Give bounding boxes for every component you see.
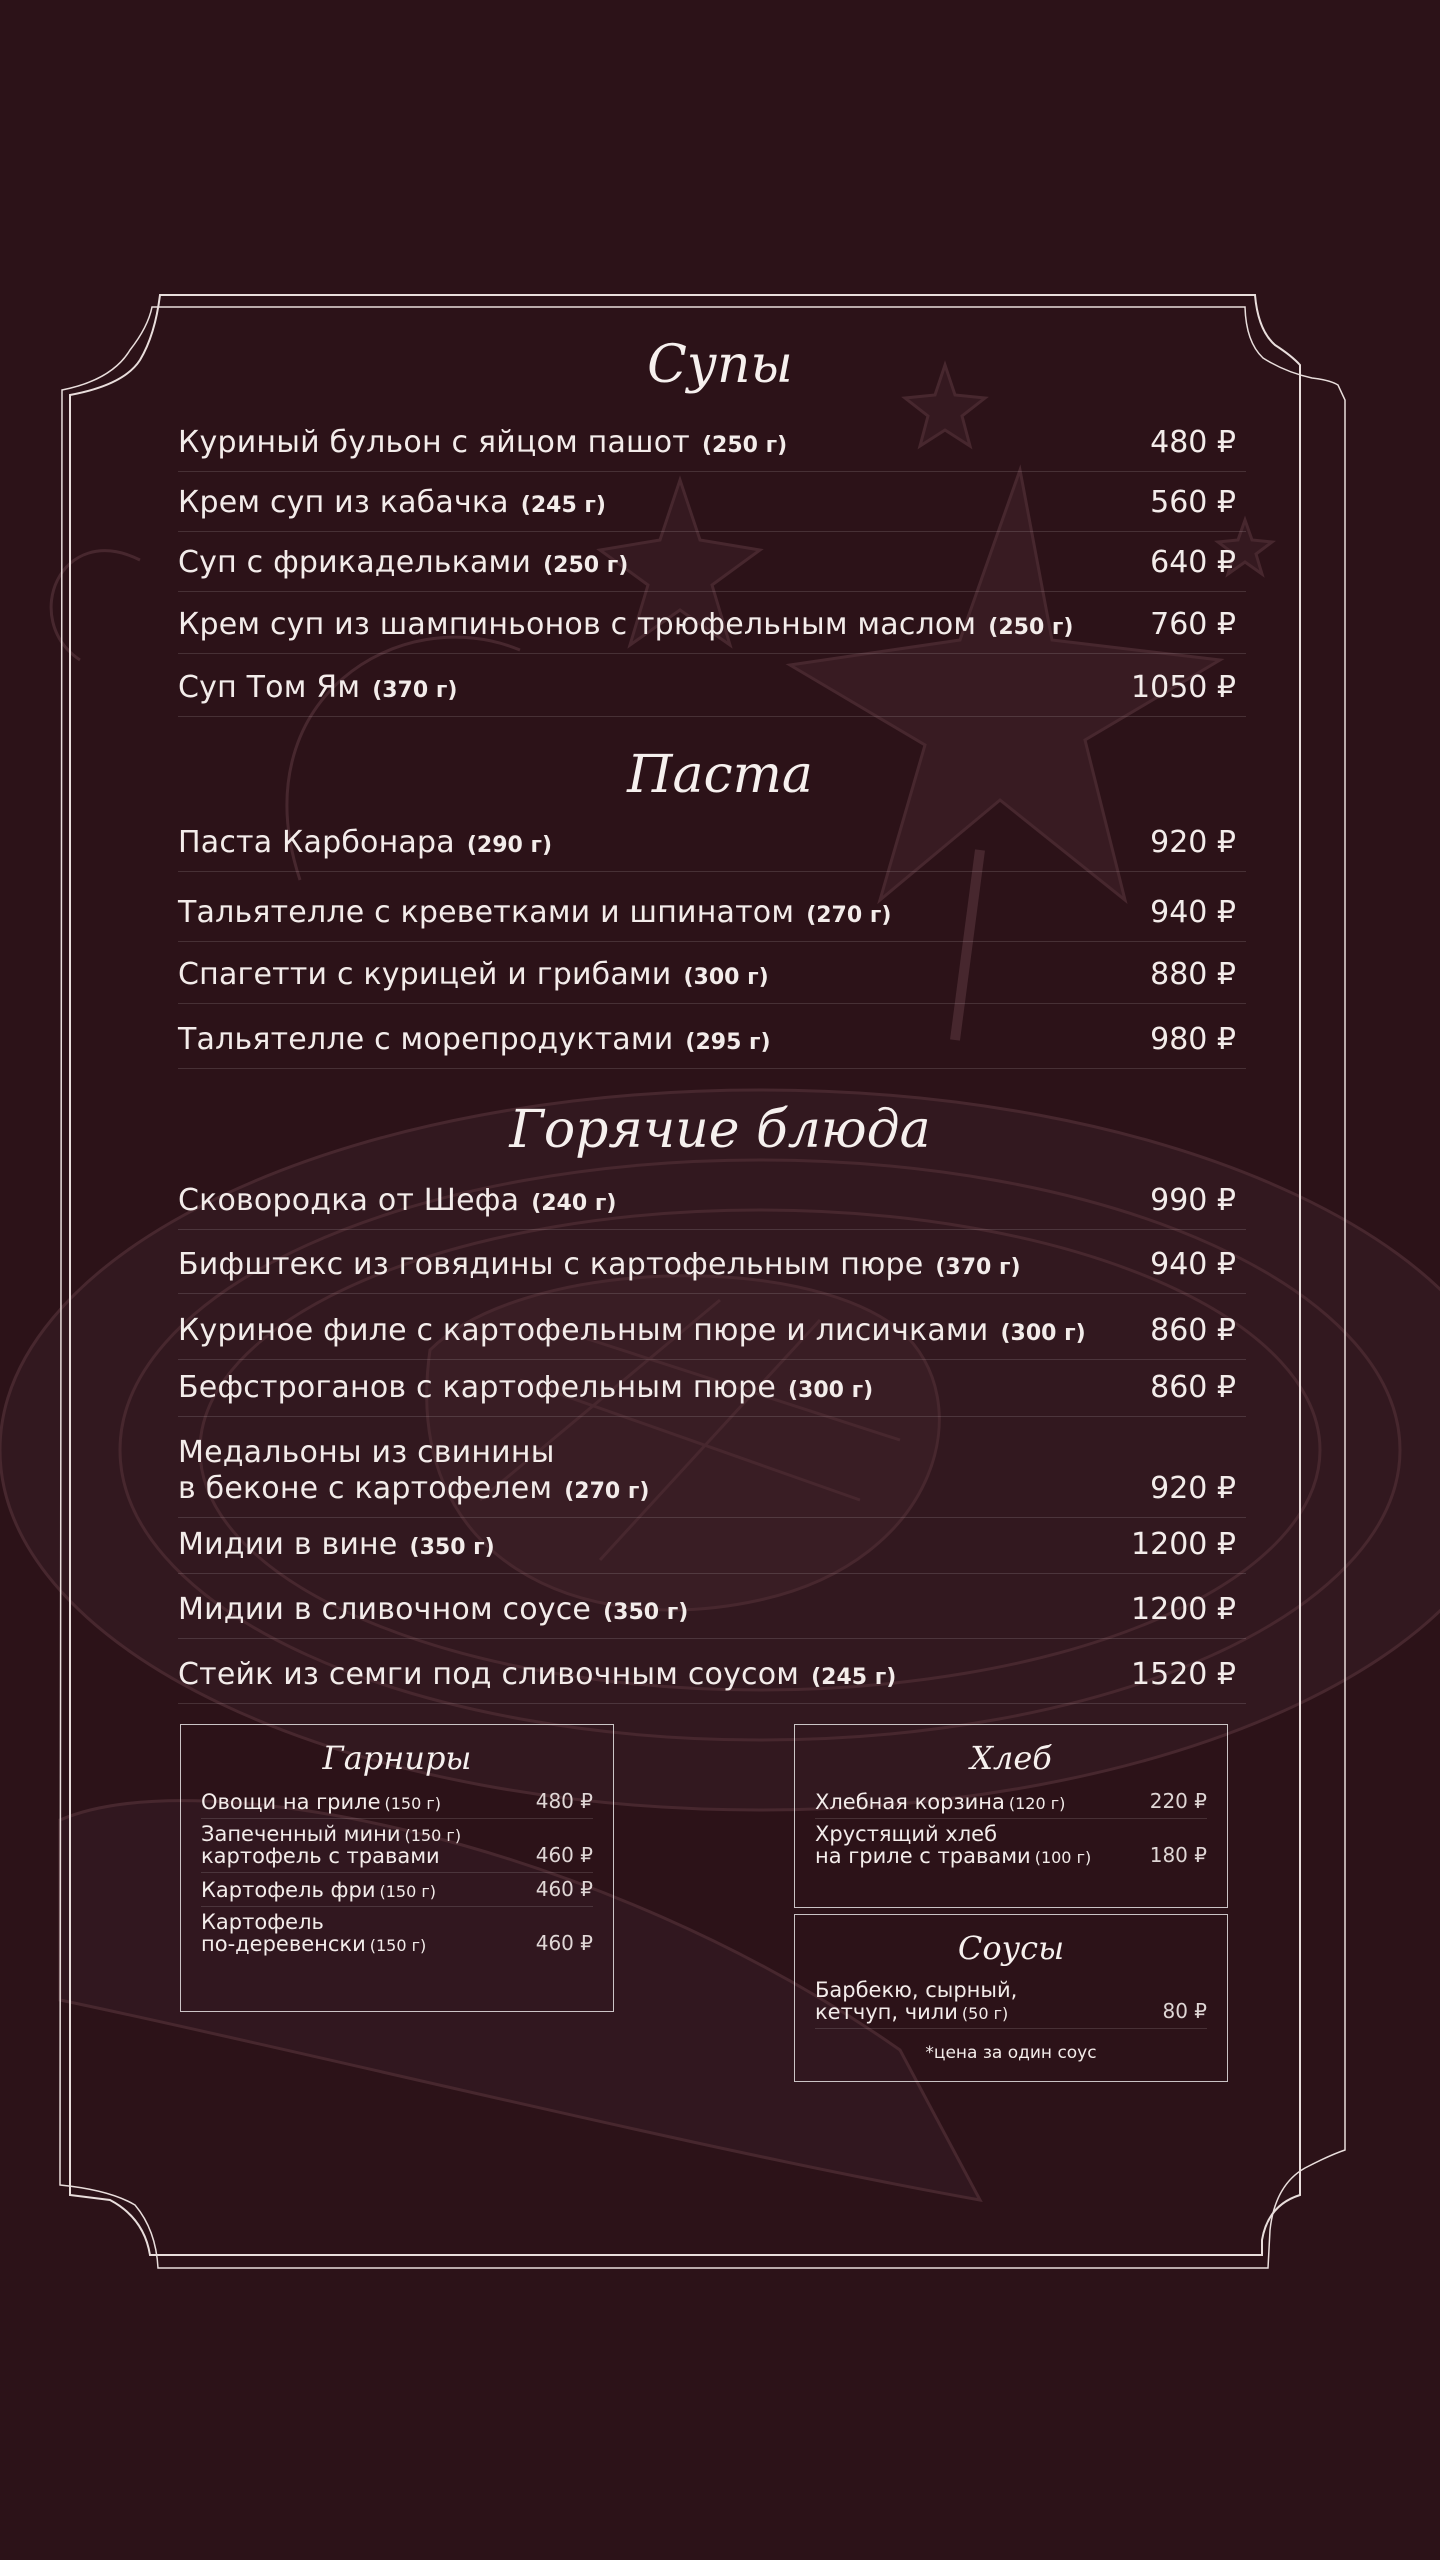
item-name: Крем суп из шампиньонов с трюфельным маслом (250 г) — [178, 607, 1074, 642]
item-name: Стейк из семги под сливочным соусом (245 г) — [178, 1657, 897, 1692]
item-price: 1200 ₽ — [1131, 1592, 1236, 1627]
item-price: 920 ₽ — [1150, 825, 1236, 860]
menu-item — [178, 1313, 1246, 1360]
bread-title: Хлеб — [970, 1739, 1052, 1777]
item-price: 920 ₽ — [1150, 1471, 1236, 1506]
sub-item-price: 80 ₽ — [1162, 1999, 1207, 2023]
menu-item — [178, 1657, 1246, 1704]
sub-item-price: 180 ₽ — [1149, 1843, 1207, 1867]
sub-menu-item — [815, 1975, 1207, 2029]
sub-menu-item — [201, 1873, 593, 1907]
menu-item — [178, 1022, 1246, 1069]
menu-item — [178, 1435, 1246, 1518]
item-name: Тальятелле с креветками и шпинатом (270 г) — [178, 895, 892, 930]
item-name: Суп с фрикадельками (250 г) — [178, 545, 629, 580]
sub-item-price: 480 ₽ — [535, 1789, 593, 1813]
item-price: 940 ₽ — [1150, 895, 1236, 930]
sub-item-price: 220 ₽ — [1149, 1789, 1207, 1813]
item-price: 980 ₽ — [1150, 1022, 1236, 1057]
item-name: Мидии в вине (350 г) — [178, 1527, 495, 1562]
item-price: 1200 ₽ — [1131, 1527, 1236, 1562]
sub-item-name: Хлебная корзина (120 г) — [815, 1790, 1066, 1814]
sub-item-price: 460 ₽ — [535, 1843, 593, 1867]
sub-menu-item — [815, 1819, 1207, 1872]
sauces-note: *цена за один соус — [925, 2043, 1097, 2063]
sub-item-price: 460 ₽ — [535, 1931, 593, 1955]
item-name: Паста Карбонара (290 г) — [178, 825, 553, 860]
menu-item — [178, 1183, 1246, 1230]
item-price: 560 ₽ — [1150, 485, 1236, 520]
pasta-title: Паста — [627, 745, 813, 805]
menu-item — [178, 425, 1246, 472]
sub-item-price: 460 ₽ — [535, 1877, 593, 1901]
item-price: 860 ₽ — [1150, 1370, 1236, 1405]
sub-item-name: Барбекю, сырный, кетчуп, чили (50 г) — [815, 1978, 1018, 2024]
item-name: Крем суп из кабачка (245 г) — [178, 485, 606, 520]
item-price: 990 ₽ — [1150, 1183, 1236, 1218]
item-name: Суп Том Ям (370 г) — [178, 670, 458, 705]
menu-item — [178, 1527, 1246, 1574]
sub-item-name: Запеченный мини (150 г) картофель с травами — [201, 1822, 462, 1868]
hot-dishes-title: Горячие блюда — [509, 1100, 931, 1160]
menu-item — [178, 825, 1246, 872]
item-name: Медальоны из свинины в беконе с картофелем (270 г) — [178, 1435, 650, 1506]
menu-item — [178, 485, 1246, 532]
item-name: Спагетти с курицей и грибами (300 г) — [178, 957, 769, 992]
sub-item-name: Хрустящий хлеб на гриле с травами (100 г) — [815, 1822, 1092, 1868]
item-name: Куриный бульон с яйцом пашот (250 г) — [178, 425, 788, 460]
item-name: Бифштекс из говядины с картофельным пюре (370 г) — [178, 1247, 1021, 1282]
sub-item-name: Картофель по-деревенски (150 г) — [201, 1910, 427, 1956]
item-price: 640 ₽ — [1150, 545, 1236, 580]
menu-item — [178, 1592, 1246, 1639]
item-price: 1520 ₽ — [1131, 1657, 1236, 1692]
menu-item — [178, 957, 1246, 1004]
sub-item-name: Овощи на гриле (150 г) — [201, 1790, 441, 1814]
item-name: Тальятелле с морепродуктами (295 г) — [178, 1022, 771, 1057]
soups-title: Супы — [647, 335, 793, 395]
item-name: Куриное филе с картофельным пюре и лисичками (300 г) — [178, 1313, 1086, 1348]
sub-menu-item — [201, 1785, 593, 1819]
menu-item — [178, 545, 1246, 592]
item-price: 480 ₽ — [1150, 425, 1236, 460]
item-price: 760 ₽ — [1150, 607, 1236, 642]
sub-menu-item — [815, 1785, 1207, 1819]
item-price: 880 ₽ — [1150, 957, 1236, 992]
menu-item — [178, 1247, 1246, 1294]
garnish-box — [180, 1724, 614, 2012]
sub-item-name: Картофель фри (150 г) — [201, 1878, 436, 1902]
item-price: 860 ₽ — [1150, 1313, 1236, 1348]
item-name: Бефстроганов с картофельным пюре (300 г) — [178, 1370, 874, 1405]
sub-menu-item — [201, 1819, 593, 1873]
item-name: Сковородка от Шефа (240 г) — [178, 1183, 617, 1218]
menu-item — [178, 1370, 1246, 1417]
bread-box — [794, 1724, 1228, 1908]
sauces-title: Соусы — [957, 1929, 1065, 1967]
item-price: 940 ₽ — [1150, 1247, 1236, 1282]
garnish-title: Гарниры — [322, 1739, 472, 1777]
item-name: Мидии в сливочном соусе (350 г) — [178, 1592, 689, 1627]
menu-item — [178, 670, 1246, 717]
sauces-box — [794, 1914, 1228, 2082]
menu-item — [178, 607, 1246, 654]
menu-item — [178, 895, 1246, 942]
sub-menu-item — [201, 1907, 593, 1960]
item-price: 1050 ₽ — [1131, 670, 1236, 705]
